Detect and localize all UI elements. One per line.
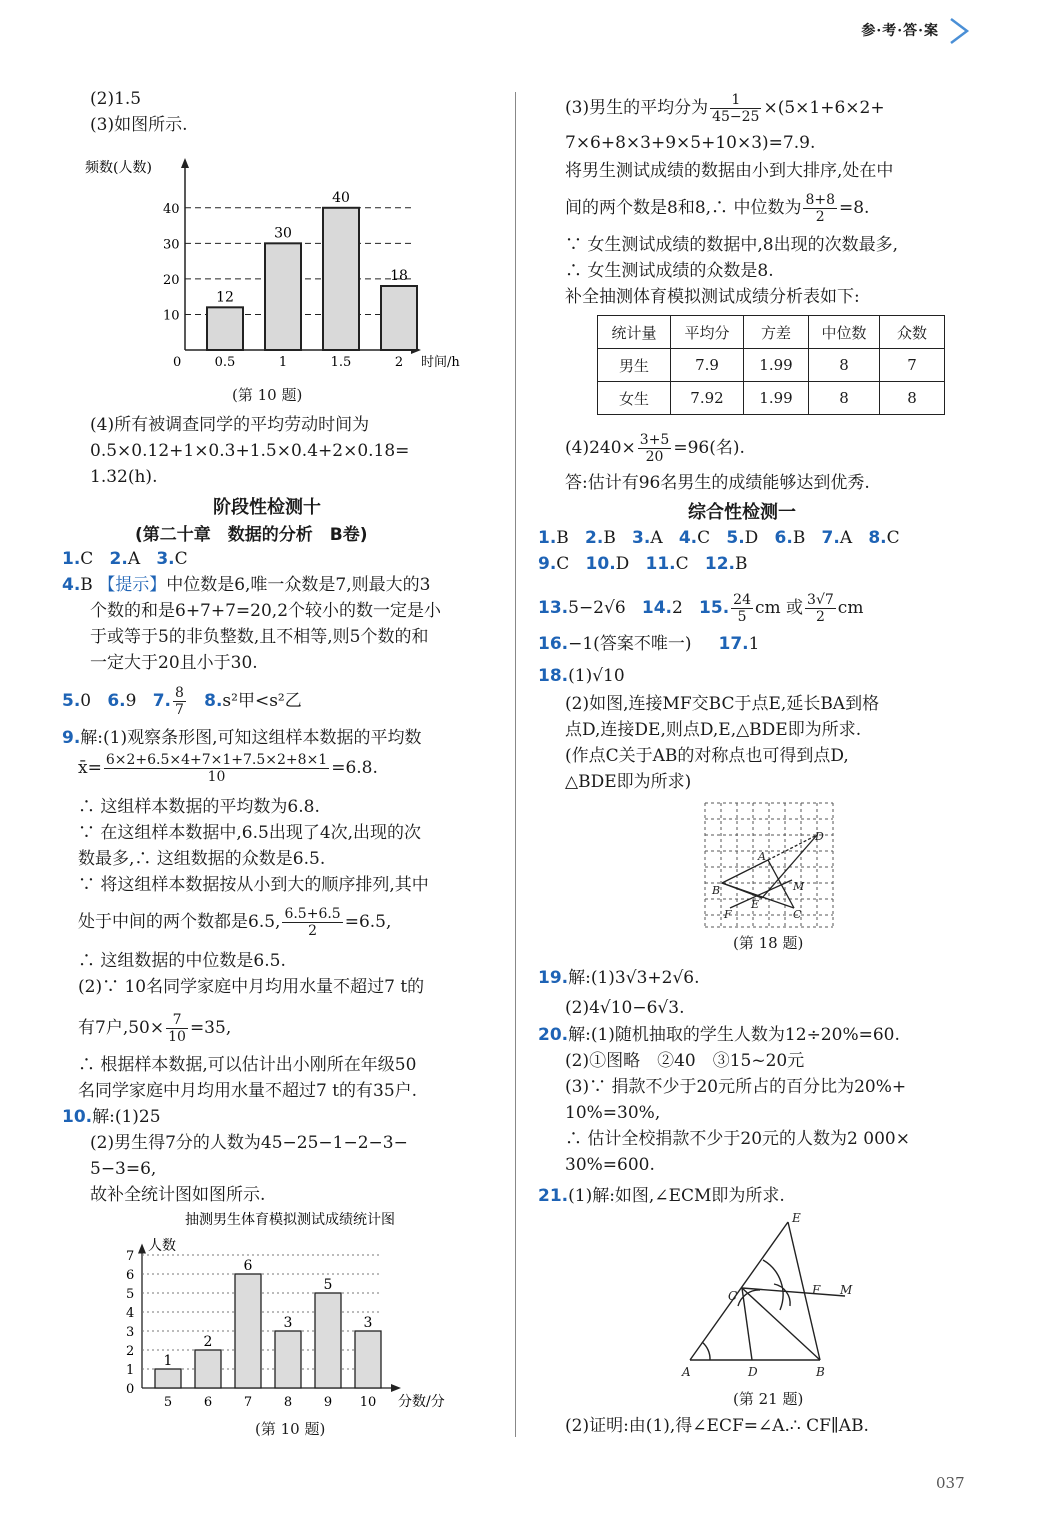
point-label-D: D	[815, 830, 824, 843]
x-tick-label: 2	[394, 355, 404, 370]
x-tick-label: 5	[163, 1395, 173, 1410]
y-axis-arrow	[138, 1244, 146, 1254]
answer-4: 4.B 【提示】中位数是6,唯一众数是7,则最大的3	[62, 575, 431, 595]
text-line: (3)∵ 捐款不少于20元所占的百分比为20%+	[565, 1077, 907, 1097]
answer-20: 20.解:(1)随机抽取的学生人数为12÷20%=60.	[538, 1025, 900, 1045]
point-label-C: C	[728, 1289, 738, 1303]
figure-lines	[690, 1222, 845, 1360]
bar	[323, 208, 359, 350]
text-line: (作点C关于AB的对称点也可得到点D,	[565, 746, 849, 766]
text-line: ∴ 根据样本数据,可以估计出小刚所在年级50	[78, 1055, 417, 1075]
x-axis-arrow	[391, 1384, 401, 1392]
formula-estimate: 有7户,50× $\frac{7}{10}$ =35,	[78, 1012, 232, 1045]
bar	[381, 286, 417, 350]
text-line: (2)如图,连接MF交BC于点E,延长BA到格	[565, 694, 880, 714]
x-tick-label: 9	[323, 1395, 333, 1410]
point-label-B: B	[712, 884, 721, 897]
text-line: (4)所有被调查同学的平均劳动时间为	[90, 415, 370, 435]
bar-chart-labor-time	[85, 150, 475, 380]
answer-row: 1.C 2.A 3.C	[62, 549, 188, 569]
y-axis-label: 人数	[148, 1238, 176, 1254]
text-line: (3)如图所示.	[90, 115, 188, 135]
section2-title: 综合性检测一	[688, 502, 796, 523]
table-header-cell: 平均分	[671, 316, 744, 349]
page-number: 037	[936, 1474, 965, 1492]
bar-value-label: 30	[274, 225, 292, 242]
figure-caption: (第 10 题)	[255, 1420, 326, 1438]
table-header-cell: 众数	[880, 316, 945, 349]
point-label-F: F	[724, 908, 732, 921]
y-tick-label: 6	[126, 1268, 135, 1283]
text-line: ∵ 女生测试成绩的数据中,8出现的次数最多,	[565, 235, 899, 255]
text-line: 于或等于5的非负整数,且不相等,则5个数的和	[90, 627, 429, 647]
text-line: (2)1.5	[90, 89, 142, 109]
bar	[355, 1331, 381, 1388]
bar	[155, 1369, 181, 1388]
text-line: 故补全统计图如图所示.	[90, 1185, 266, 1205]
grid-construction-figure	[700, 798, 840, 933]
y-tick-label: 4	[126, 1306, 135, 1321]
answer-row: 5.0 6.9 7. $\frac{8}{7}$ 8.s²甲<s²乙	[62, 685, 302, 718]
x-tick-label: 1.5	[330, 355, 352, 370]
point-label-B: B	[816, 1365, 825, 1379]
text-line: (2)∵ 10名同学家庭中月均用水量不超过7 t的	[78, 977, 425, 997]
text-line: 个数的和是6+7+7=20,2个较小的数一定是小	[90, 601, 442, 621]
angle-construction-figure	[680, 1210, 870, 1385]
point-label-A: A	[758, 850, 766, 863]
text-line: ∴ 这组数据的中位数是6.5.	[78, 951, 286, 971]
y-tick-label: 20	[163, 272, 180, 288]
figure-caption: (第 10 题)	[232, 386, 303, 404]
column-divider	[515, 92, 516, 1437]
x-tick-label: 1	[278, 355, 288, 370]
bar-chart-boys-scores	[110, 1210, 470, 1415]
formula-mean: x̄= $\frac{6\times 2+6.5\times 4+7\times 1+7.5\times 2+8\times 1}{10}$ =6.8.	[78, 752, 378, 785]
bar	[265, 243, 301, 350]
stats-table	[597, 315, 945, 415]
bar-value-label: 6	[243, 1258, 253, 1274]
text-line: ∴ 女生测试成绩的众数是8.	[565, 261, 774, 281]
table-cell: 7.92	[671, 382, 744, 415]
text-line: (2)①图略 ②40 ③15~20元	[565, 1051, 805, 1071]
header-label: 参·考·答·案	[861, 23, 939, 39]
mc-answers-row2: 9.C 10.D 11.C 12.B	[538, 554, 748, 574]
table-header-cell: 中位数	[809, 316, 880, 349]
point-label-E: E	[792, 1211, 801, 1225]
figure-caption: (第 18 题)	[733, 934, 804, 952]
x-axis-label: 时间/h	[421, 355, 460, 370]
answer-18: 18.(1)√10	[538, 666, 625, 686]
text-line: ∵ 将这组样本数据按从小到大的顺序排列,其中	[78, 875, 429, 895]
table-cell: 7.9	[671, 349, 744, 382]
bar	[275, 1331, 301, 1388]
y-tick-label: 7	[126, 1249, 135, 1264]
bar-value-label: 2	[203, 1334, 213, 1350]
x-tick-label: 7	[243, 1395, 253, 1410]
text-line: ∴ 估计全校捐款不少于20元的人数为2 000×	[565, 1129, 910, 1149]
y-tick-label: 3	[126, 1325, 135, 1340]
point-label-C: C	[793, 908, 802, 921]
text-line: 10%=30%,	[565, 1103, 661, 1123]
bar-value-label: 5	[323, 1277, 333, 1293]
table-header-cell: 统计量	[598, 316, 671, 349]
x-tick-label: 10	[359, 1395, 377, 1410]
y-tick-label: 0	[126, 1382, 135, 1397]
y-axis-label: 频数(人数)	[85, 160, 152, 176]
point-label-A: A	[682, 1365, 691, 1379]
table-row	[598, 382, 945, 415]
bar-value-label: 3	[283, 1315, 293, 1331]
y-tick-label: 2	[126, 1344, 135, 1359]
bar	[235, 1274, 261, 1388]
y-axis-arrow	[181, 158, 189, 168]
point-label-M: M	[793, 880, 805, 893]
table-header-cell: 方差	[744, 316, 809, 349]
bar-value-label: 40	[332, 189, 350, 206]
table-cell: 女生	[598, 382, 671, 415]
y-tick-label: 5	[126, 1287, 135, 1302]
y-tick-label: 10	[163, 308, 180, 324]
text-line: 补全抽测体育模拟测试成绩分析表如下:	[565, 287, 860, 307]
formula-estimate: (4)240× $\frac{3+5}{20}$ =96(名).	[565, 432, 745, 465]
table-cell: 8	[809, 382, 880, 415]
bar	[195, 1350, 221, 1388]
answer-19: 19.解:(1)3√3+2√6.	[538, 968, 700, 988]
point-label-E: E	[751, 898, 760, 911]
text-line: (2)证明:由(1),得∠ECF=∠A.∴ CF∥AB.	[565, 1416, 869, 1436]
text-line: ∵ 在这组样本数据中,6.5出现了4次,出现的次	[78, 823, 422, 843]
text-line: (2)男生得7分的人数为45−25−1−2−3−	[90, 1133, 408, 1153]
text-line: 数最多,∴ 这组数据的众数是6.5.	[78, 849, 326, 869]
origin-label: 0	[173, 355, 182, 370]
answer-9: 9.解:(1)观察条形图,可知这组样本数据的平均数	[62, 728, 422, 748]
text-line: 名同学家庭中月均用水量不超过7 t的有35户.	[78, 1081, 418, 1101]
chart-title: 抽测男生体育模拟测试成绩统计图	[185, 1212, 395, 1228]
table-cell: 8	[809, 349, 880, 382]
text-line: 将男生测试成绩的数据由小到大排序,处在中	[565, 161, 894, 181]
point-label-F: F	[812, 1283, 821, 1297]
x-axis-label: 分数/分	[398, 1394, 445, 1410]
answer-21: 21.(1)解:如图,∠ECM即为所求.	[538, 1186, 785, 1206]
fill-answers-16-17: 16.−1(答案不唯一) 17.1	[538, 634, 760, 654]
bar	[207, 307, 243, 350]
formula-median: 处于中间的两个数都是6.5, $\frac{6.5+6.5}{2}$ =6.5,	[78, 906, 392, 939]
table-cell: 男生	[598, 349, 671, 382]
x-tick-label: 0.5	[214, 355, 236, 370]
text-line: 点D,连接DE,则点D,E,△BDE即为所求.	[565, 720, 862, 740]
fill-answers-13-15: 13.5−2√6 14.2 15. $\frac{24}{5}$ cm 或 $\frac{3√7}{2}$ cm	[538, 592, 864, 625]
text-line: 一定大于20且小于30.	[90, 653, 258, 673]
point-label-D: D	[748, 1365, 758, 1379]
bar-value-label: 3	[363, 1315, 373, 1331]
answer-10: 10.解:(1)25	[62, 1107, 161, 1127]
figure-caption: (第 21 题)	[733, 1390, 804, 1408]
formula-boys-mean: (3)男生的平均分为 $\frac{1}{45-25}$ ×(5×1+6×2+	[565, 92, 885, 125]
text-line: 1.32(h).	[90, 467, 158, 487]
formula-median: 间的两个数是8和8,∴ 中位数为 $\frac{8+8}{2}$ =8.	[565, 192, 870, 225]
point-label-M: M	[840, 1283, 853, 1297]
text-line: △BDE即为所求)	[565, 772, 692, 792]
section-title: 阶段性检测十	[213, 497, 321, 518]
table-cell: 7	[880, 349, 945, 382]
text-line: 30%=600.	[565, 1155, 655, 1175]
section-subtitle: (第二十章 数据的分析 B卷)	[135, 525, 368, 545]
bar-value-label: 1	[163, 1353, 173, 1369]
bar-value-label: 18	[390, 268, 408, 284]
table-cell: 1.99	[744, 349, 809, 382]
table-row	[598, 349, 945, 382]
chevron-right-icon	[945, 16, 973, 46]
bar-value-label: 12	[216, 289, 234, 306]
table-header-row	[598, 316, 945, 349]
y-tick-label: 1	[126, 1363, 135, 1378]
y-tick-label: 40	[163, 201, 180, 217]
table-cell: 1.99	[744, 382, 809, 415]
text-line: 答:估计有96名男生的成绩能够达到优秀.	[565, 473, 870, 493]
table-cell: 8	[880, 382, 945, 415]
text-line: 0.5×0.12+1×0.3+1.5×0.4+2×0.18=	[90, 441, 410, 461]
mc-answers-row1: 1.B 2.B 3.A 4.C 5.D 6.B 7.A 8.C	[538, 528, 900, 548]
x-tick-label: 8	[283, 1395, 293, 1410]
text-line: (2)4√10−6√3.	[565, 998, 685, 1018]
text-line: 7×6+8×3+9×5+10×3)=7.9.	[565, 133, 816, 153]
x-tick-label: 6	[203, 1395, 213, 1410]
text-line: ∴ 这组样本数据的平均数为6.8.	[78, 797, 320, 817]
bar	[315, 1293, 341, 1388]
text-line: 5−3=6,	[90, 1159, 157, 1179]
y-tick-label: 30	[163, 237, 180, 253]
